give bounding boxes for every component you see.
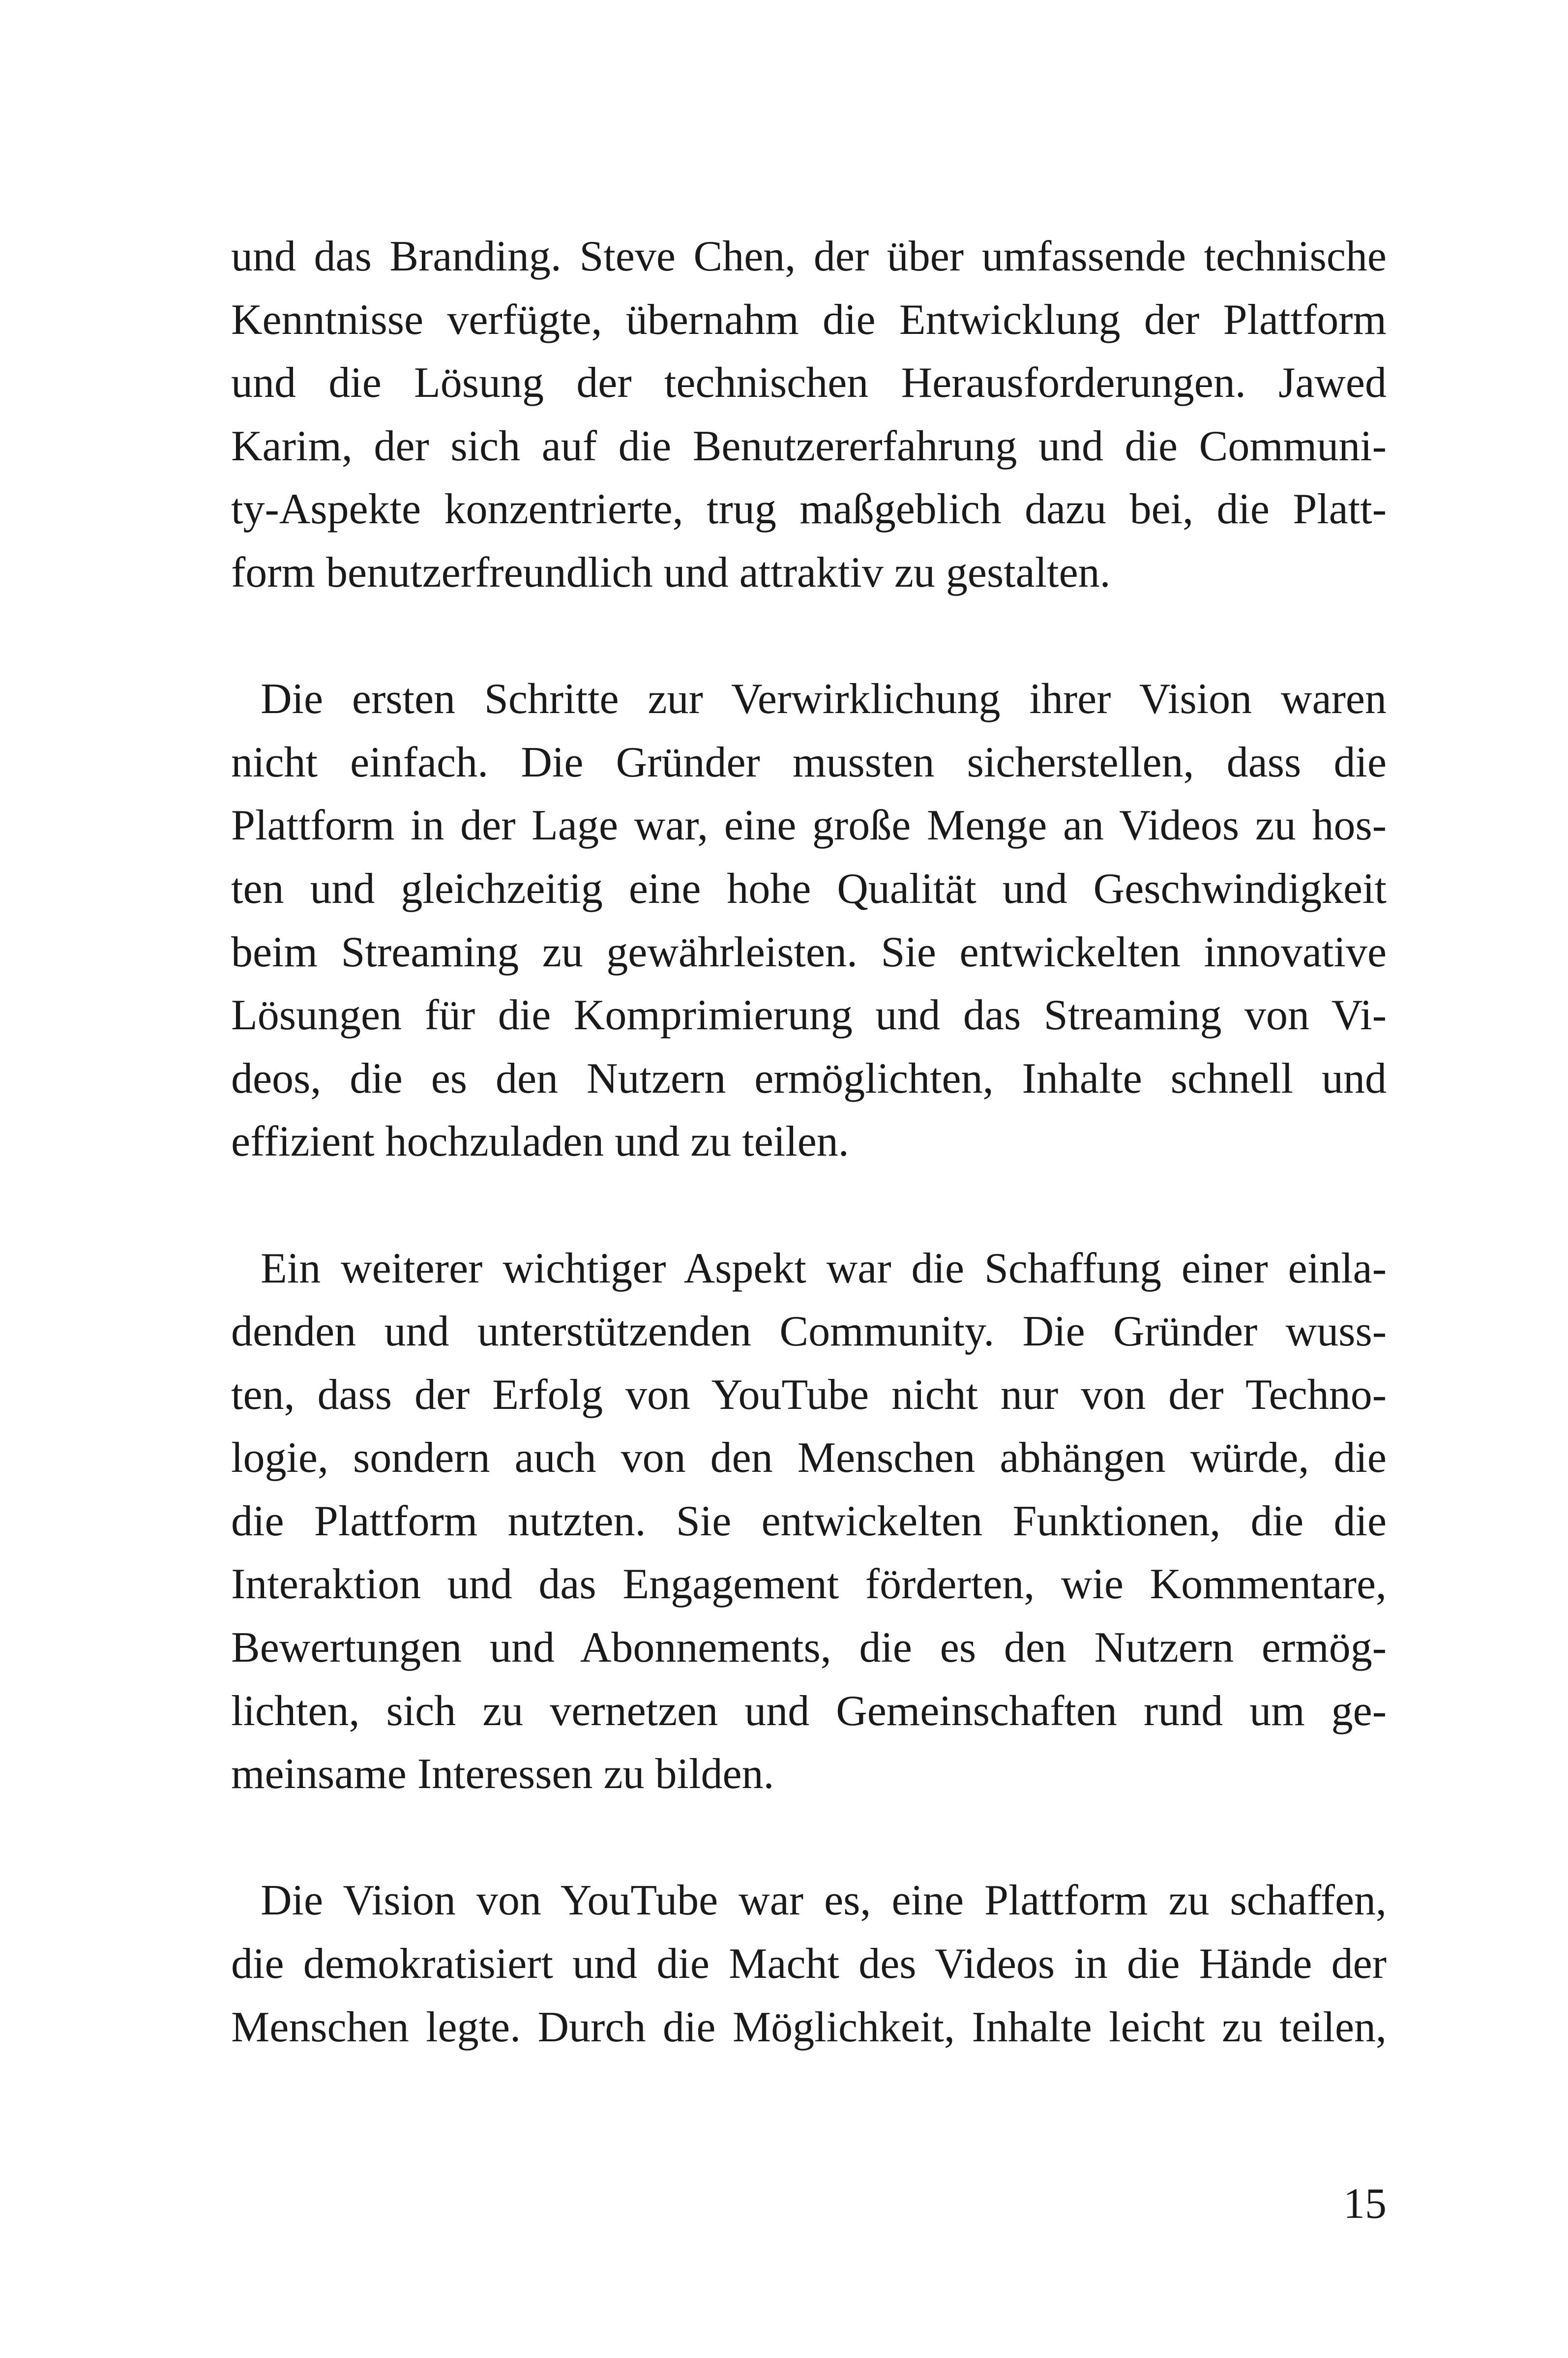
text-line: und die Lösung der technischen Herausforderungen. Jawed bbox=[231, 359, 1387, 407]
text-line: beim Streaming zu gewährleisten. Sie entwickelten innovative bbox=[231, 928, 1387, 976]
text-line: die demokratisiert und die Macht des Videos in die Hände der bbox=[231, 1940, 1387, 1988]
text-line: die Plattform nutzten. Sie entwickelten Funktionen, die die bbox=[231, 1497, 1387, 1545]
text-line: Karim, der sich auf die Benutzererfahrung und die Communi- bbox=[231, 422, 1387, 470]
paragraph bbox=[231, 225, 1387, 605]
paragraph bbox=[231, 668, 1387, 1174]
text-line: Bewertungen und Abonnements, die es den Nutzern ermög- bbox=[231, 1624, 1387, 1672]
text-line: ten und gleichzeitig eine hohe Qualität und Geschwindigkeit bbox=[231, 865, 1387, 913]
body-text bbox=[231, 225, 1387, 2122]
paragraph bbox=[231, 1237, 1387, 1806]
text-line: ty-Aspekte konzentrierte, trug maßgeblich dazu bei, die Platt- bbox=[231, 485, 1387, 534]
text-line: form benutzerfreundlich und attraktiv zu gestalten. bbox=[231, 548, 1111, 597]
text-line: nicht einfach. Die Gründer mussten sicherstellen, dass die bbox=[231, 738, 1387, 786]
text-line: Plattform in der Lage war, eine große Menge an Videos zu hos- bbox=[231, 802, 1387, 850]
text-line: Lösungen für die Komprimierung und das Streaming von Vi- bbox=[231, 991, 1387, 1040]
text-line: und das Branding. Steve Chen, der über umfassende technische bbox=[231, 233, 1387, 280]
text-line: logie, sondern auch von den Menschen abhängen würde, die bbox=[231, 1434, 1387, 1482]
text-line: Menschen legte. Durch die Möglichkeit, Inhalte leicht zu teilen, bbox=[231, 2003, 1387, 2051]
text-line: Interaktion und das Engagement förderten, wie Kommentare, bbox=[231, 1560, 1387, 1609]
text-line: denden und unterstützenden Community. Die Gründer wuss- bbox=[231, 1308, 1387, 1356]
text-line: deos, die es den Nutzern ermöglichten, Inhalte schnell und bbox=[231, 1054, 1387, 1103]
text-line: Kenntnisse verfügte, übernahm die Entwicklung der Plattform bbox=[231, 296, 1387, 344]
text-line: lichten, sich zu vernetzen und Gemeinschaften rund um ge- bbox=[231, 1687, 1387, 1735]
text-line: effizient hochzuladen und zu teilen. bbox=[231, 1118, 849, 1166]
page-number: 15 bbox=[1343, 2180, 1387, 2228]
text-line: Die ersten Schritte zur Verwirklichung ihrer Vision waren bbox=[261, 675, 1387, 723]
text-line: Ein weiterer wichtiger Aspekt war die Schaffung einer einla- bbox=[261, 1244, 1387, 1292]
text-line: Die Vision von YouTube war es, eine Plattform zu schaffen, bbox=[261, 1877, 1387, 1925]
paragraph bbox=[231, 1869, 1387, 2059]
text-line: meinsame Interessen zu bilden. bbox=[231, 1750, 774, 1798]
text-line: ten, dass der Erfolg von YouTube nicht nur von der Techno- bbox=[231, 1371, 1387, 1419]
